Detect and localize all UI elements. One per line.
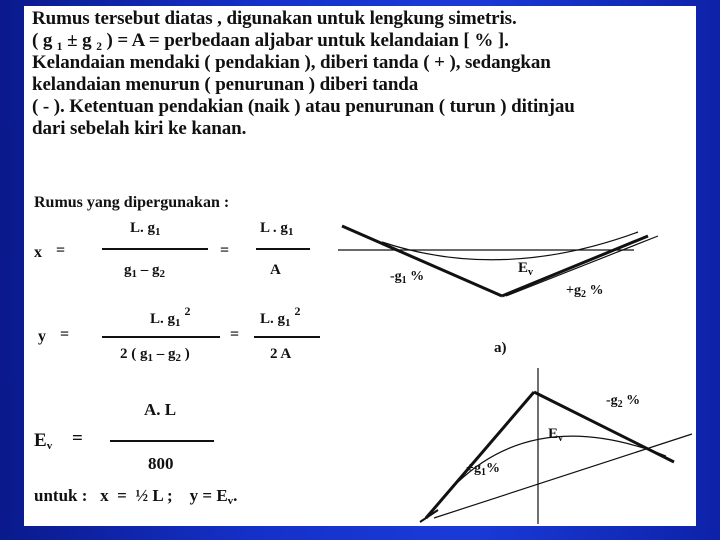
y-fraction-bar-1 <box>102 336 220 338</box>
ground-line <box>506 236 658 296</box>
y-denominator-2: 2 A <box>270 346 292 362</box>
tangent-left-line <box>342 226 502 296</box>
ev-numerator: A. L <box>144 400 177 419</box>
ev-label: $E_v$ <box>518 260 534 278</box>
x-fraction-bar-1 <box>102 248 208 250</box>
left-grade-label: $+g_1\%$ <box>466 461 500 478</box>
paragraph-line: kelandaian menurun ( penurunan ) diberi tanda <box>32 74 419 95</box>
tangent-left-extension <box>420 510 438 522</box>
y-equals-2: = <box>230 326 240 343</box>
ev-fraction-bar <box>110 440 214 442</box>
ev-equals: = <box>72 428 83 449</box>
x-equals: = <box>56 242 66 259</box>
left-grade-label: $-g_1$ % <box>390 269 425 286</box>
x-equals-2: = <box>220 242 230 259</box>
x-numerator-2: L . $g_1$ <box>260 220 294 238</box>
ev-denominator: 800 <box>148 454 174 473</box>
diagram-b-crest-curve <box>414 366 696 526</box>
y-fraction-bar-2 <box>254 336 320 338</box>
ev-label: $E_v$ <box>548 426 564 444</box>
formula-heading: Rumus yang dipergunakan : <box>34 194 230 211</box>
y-variable: y <box>38 328 46 345</box>
x-numerator-1: L. $g_1$ <box>130 220 161 238</box>
chord-line <box>434 434 692 518</box>
slide <box>24 6 696 526</box>
y-numerator-1: L. $g_1^2$ <box>150 304 191 329</box>
ev-variable: $E_v$ <box>34 430 53 452</box>
y-numerator-2: L. $g_1^2$ <box>260 304 301 329</box>
paragraph-line: Kelandaian mendaki ( pendakian ), diberi tanda ( + ), sedangkan <box>32 52 551 73</box>
diagram-a-sag-curve <box>338 212 696 362</box>
x-fraction-bar-2 <box>256 248 310 250</box>
formula-footer: untuk : x = ½ L ; $y = E_v$. <box>34 486 238 507</box>
y-denominator-1: 2 ( $g_1 - g_2$ ) <box>120 346 190 364</box>
y-equals: = <box>60 326 70 343</box>
diagram-a-caption: a) <box>494 340 507 356</box>
paragraph-line: ( - ). Ketentuan pendakian (naik ) atau penurunan ( turun ) ditinjau <box>32 96 575 117</box>
x-denominator-1: $g_1 - g_2$ <box>124 262 165 280</box>
paragraph-line: dari sebelah kiri ke kanan. <box>32 118 247 139</box>
right-grade-label: $+g_2$ % <box>566 283 604 300</box>
paragraph-line: Rumus tersebut diatas , digunakan untuk lengkung simetris. <box>32 8 517 29</box>
paragraph-line: ( g ₁ ± g ₂ ) = A = perbedaan aljabar untuk kelandaian [ % ]. <box>32 30 509 51</box>
tangent-left-line <box>426 392 534 518</box>
right-grade-label: $-g_2$ % <box>606 393 641 410</box>
x-denominator-2: A <box>270 262 281 278</box>
description-paragraph <box>32 8 692 140</box>
x-variable: x <box>34 244 42 261</box>
